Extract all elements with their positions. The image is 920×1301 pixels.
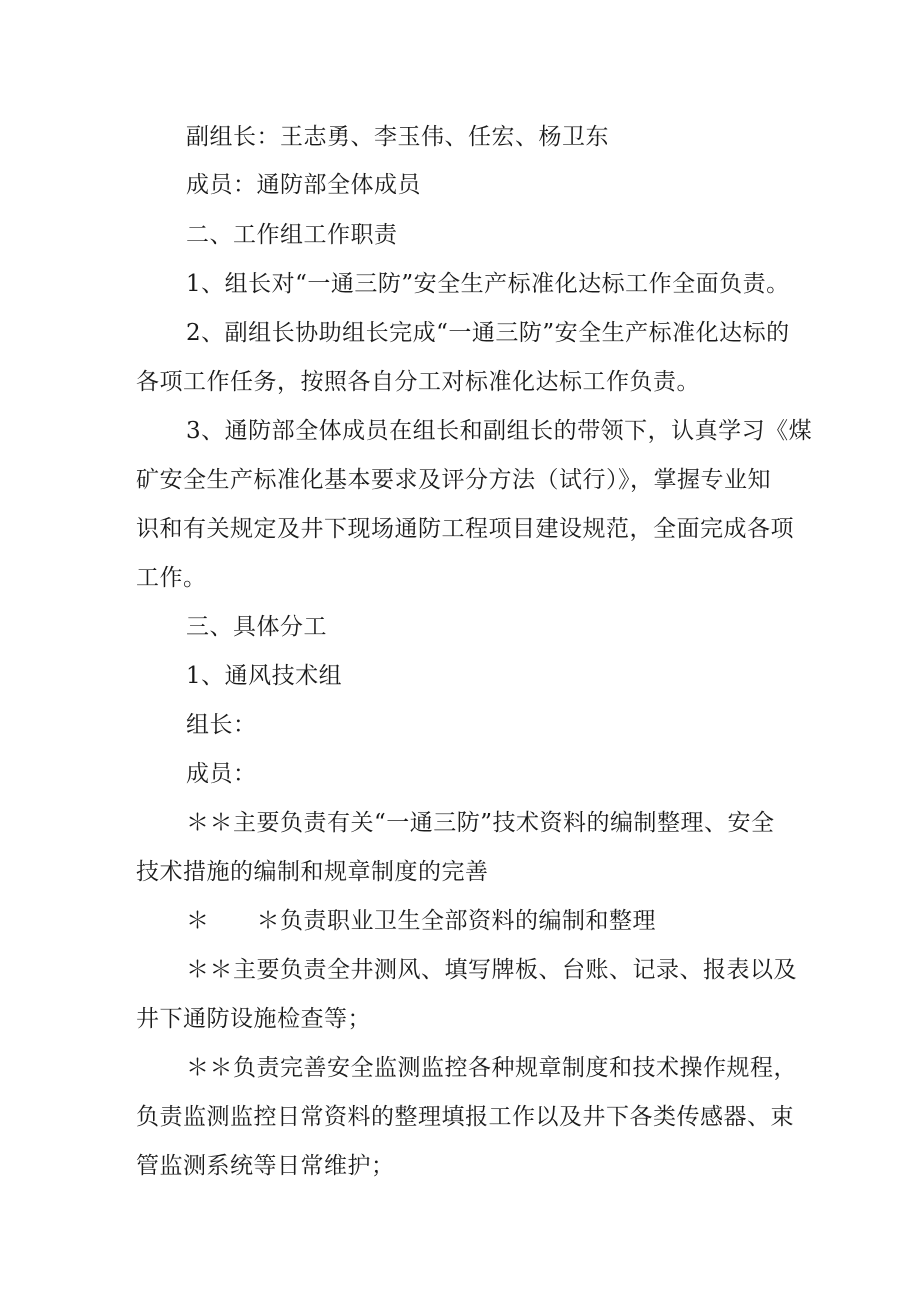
section-three-heading: 三、具体分工 (186, 614, 327, 640)
task-1-line-1: ＊＊主要负责有关“一通三防”技术资料的编制整理、安全 (186, 810, 775, 836)
duty-item-3-line-2: 矿安全生产标准化基本要求及评分方法（试行）》，掌握专业知 (136, 467, 771, 493)
task-4-line-3: 管监测系统等日常维护； (136, 1153, 395, 1179)
duty-item-3-line-3: 识和有关规定及井下现场通防工程项目建设规范，全面完成各项 (136, 516, 794, 542)
members-line: 成员：通防部全体成员 (186, 172, 421, 198)
duty-item-3-line-4: 工作。 (136, 565, 207, 591)
task-3-line-2: 井下通防设施检查等； (136, 1006, 371, 1032)
duty-item-2-line-2: 各项工作任务，按照各自分工对标准化达标工作负责。 (136, 369, 700, 395)
section-two-heading: 二、工作组工作职责 (186, 222, 398, 248)
task-1-line-2: 技术措施的编制和规章制度的完善 (136, 859, 489, 885)
ventilation-group-heading: 1、通风技术组 (186, 663, 343, 689)
task-2-line: ＊ ＊负责职业卫生全部资料的编制和整理 (186, 908, 656, 934)
task-4-line-1: ＊＊负责完善安全监测监控各种规章制度和技术操作规程， (186, 1055, 797, 1081)
duty-item-2-line-1: 2、副组长协助组长完成“一通三防”安全生产标准化达标的 (186, 320, 790, 346)
duty-item-1: 1、组长对“一通三防”安全生产标准化达标工作全面负责。 (186, 271, 790, 297)
group-leader-line: 组长： (186, 712, 257, 738)
deputy-leaders-line: 副组长：王志勇、李玉伟、任宏、杨卫东 (186, 124, 609, 150)
task-4-line-2: 负责监测监控日常资料的整理填报工作以及井下各类传感器、束 (136, 1104, 794, 1130)
duty-item-3-line-1: 3、通防部全体成员在组长和副组长的带领下，认真学习《煤 (186, 418, 813, 444)
group-members-line: 成员： (186, 761, 257, 787)
task-3-line-1: ＊＊主要负责全井测风、填写牌板、台账、记录、报表以及 (186, 957, 797, 983)
